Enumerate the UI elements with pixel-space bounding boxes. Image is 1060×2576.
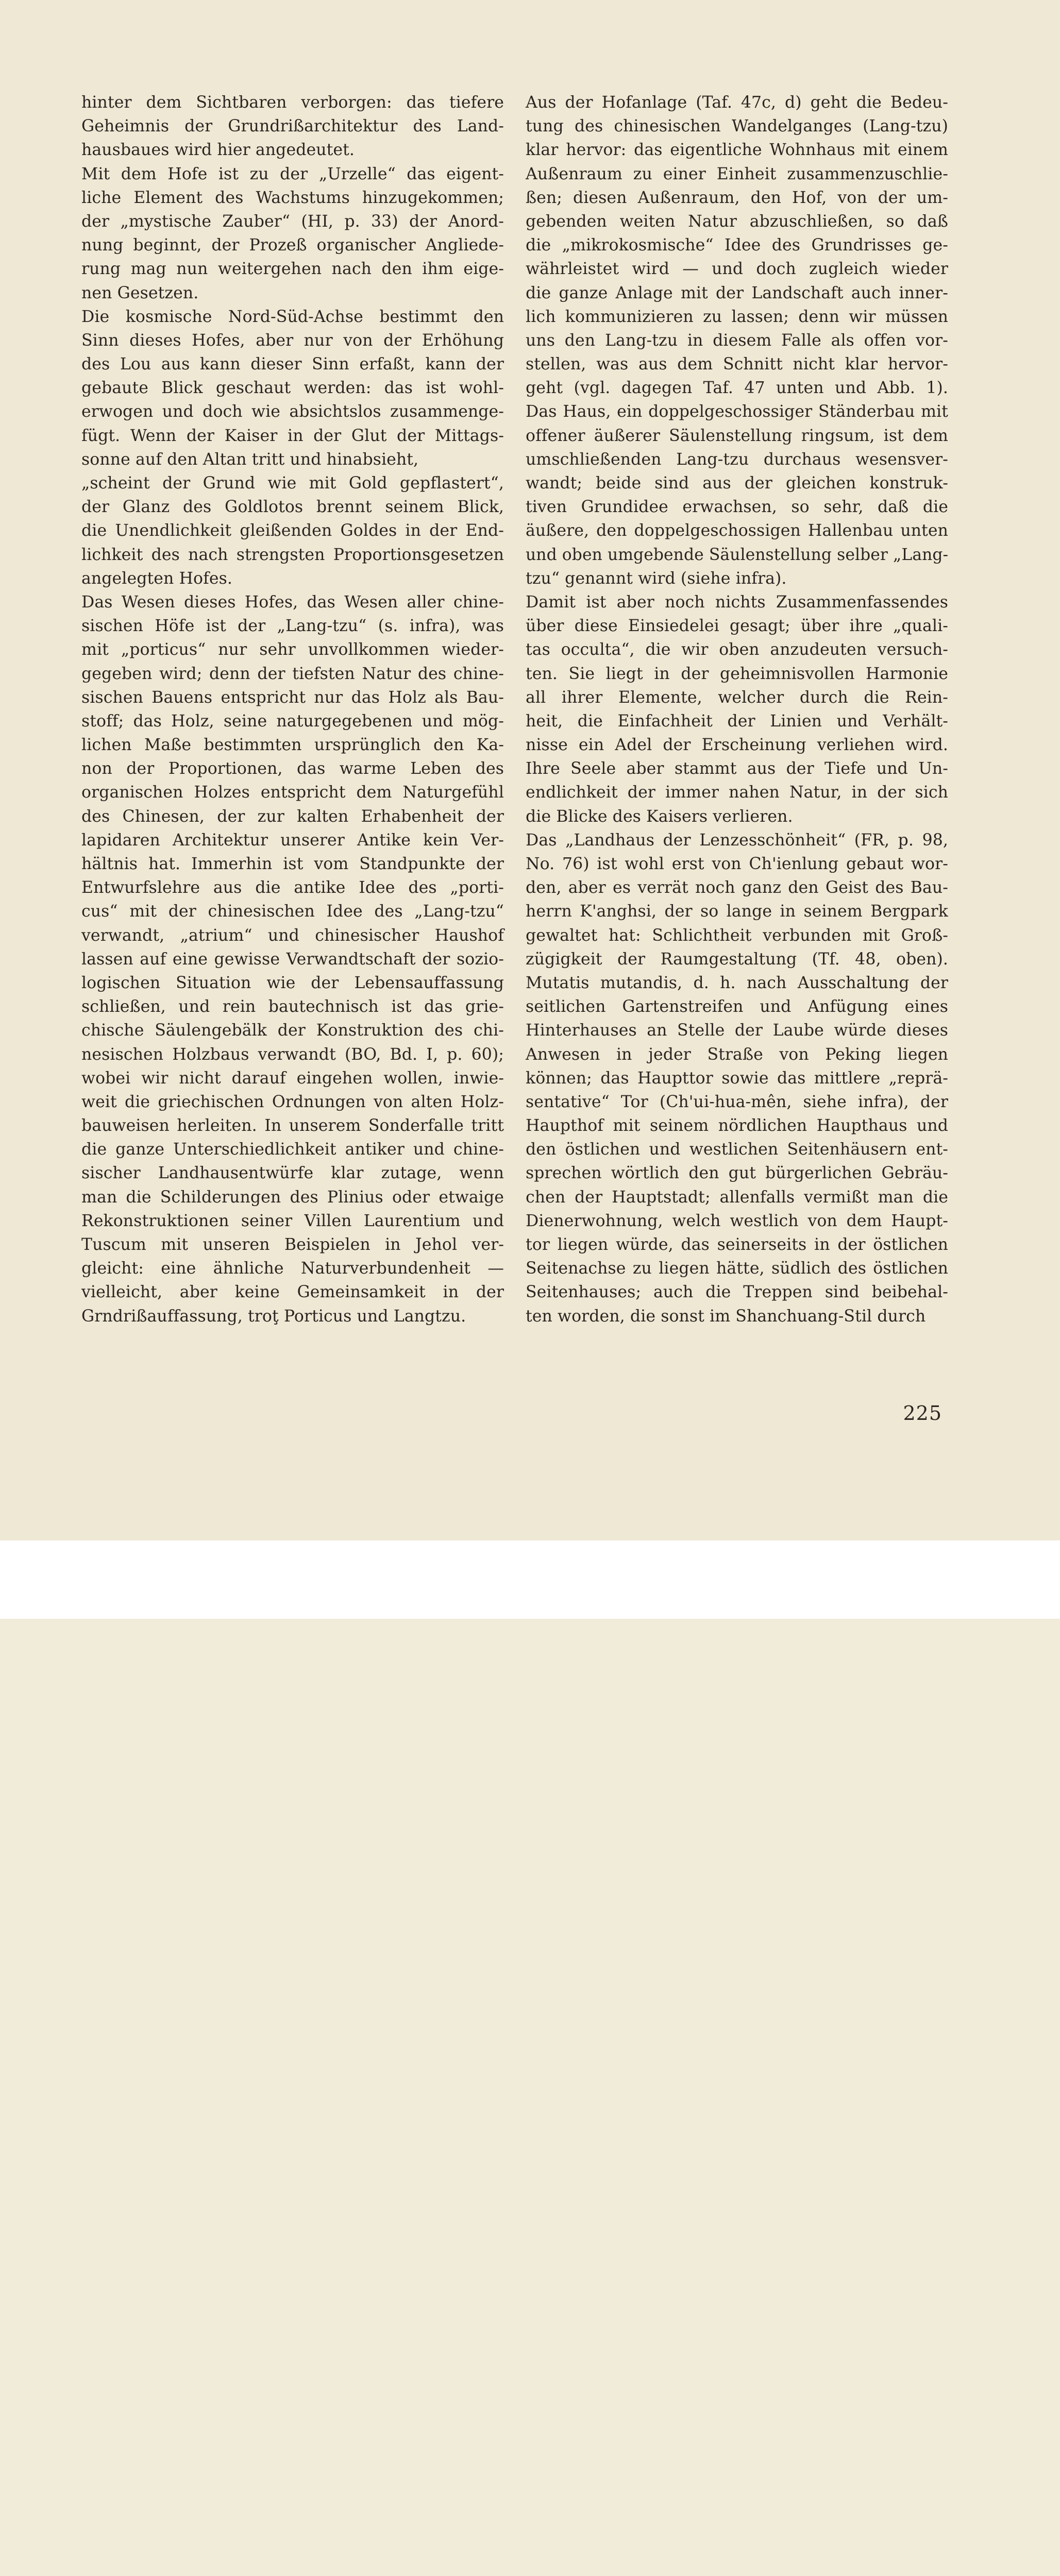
text-line: gleicht: eine ähnliche Naturverbundenheit — [81,1259,504,1278]
text-line: gebaute Blick geschaut werden: das ist wohl- [81,379,504,398]
text-line: sischen Bauens entspricht nur das Holz als Bau- [81,688,504,707]
text-line: tor liegen würde, das seinerseits in der östlichen [526,1235,948,1254]
text-line: all ihrer Elemente, welcher durch die Rein- [526,688,948,707]
text-line: stellen, was aus dem Schnitt nicht klar hervor- [526,355,948,374]
text-line: nisse ein Adel der Erscheinung verliehen wird. [526,736,948,755]
text-line: Die kosmische Nord-Süd-Achse bestimmt den [81,307,504,326]
text-line: gegeben wird; denn der tiefsten Natur des chine- [81,664,504,683]
text-line: man die Schilderungen des Plinius oder etwaige [81,1188,504,1207]
text-line: heit, die Einfachheit der Linien und Verhält- [526,711,948,731]
text-line: Ihre Seele aber stammt aus der Tiefe und Un- [526,759,948,778]
text-line: äußere, den doppelgeschossigen Hallenbau unten [526,521,948,540]
text-line: über diese Einsiedelei gesagt; über ihre „quali- [526,617,948,636]
text-line: mit „porticus“ nur sehr unvollkommen wieder- [81,640,504,659]
text-line: „scheint der Grund wie mit Gold gepflastert“, [81,474,504,493]
text-line: schließen, und rein bautechnisch ist das grie- [81,997,504,1016]
text-line: lichkeit des nach strengsten Proportionsgesetzen [81,545,504,564]
text-line: hausbaues wird hier angedeutet. [81,141,355,160]
text-line: lichen Maße bestimmten ursprünglich den Ka- [81,736,504,755]
text-line: non der Proportionen, das warme Leben des [81,759,504,778]
text-line: tzu“ genannt wird (siehe infra). [526,569,787,588]
text-line: lapidaren Architektur unserer Antike kein Ver- [81,831,504,850]
text-line: bauweisen herleiten. In unserem Sonderfalle tritt [81,1116,504,1136]
text-line: hinter dem Sichtbaren verborgen: das tiefere [81,93,504,112]
text-line: liche Element des Wachstums hinzugekommen; [81,188,504,207]
text-line: Hinterhauses an Stelle der Laube würde dieses [526,1021,948,1040]
text-line: tung des chinesischen Wandelganges (Lang-tzu) [526,117,948,136]
text-line: fügt. Wenn der Kaiser in der Glut der Mittags- [81,426,504,445]
text-line: Dienerwohnung, welch westlich von dem Haupt- [526,1211,948,1230]
text-line: lich kommunizieren zu lassen; denn wir müssen [526,307,948,326]
right-text-column [526,91,948,1328]
text-line: sprechen wörtlich den gut bürgerlichen Gebräu- [526,1164,948,1183]
text-line: umschließenden Lang-tzu durchaus wesensver- [526,450,948,469]
text-line: Haupthof mit seinem nördlichen Haupthaus und [526,1116,948,1136]
text-line: gebenden weiten Natur abzuschließen, so daß [526,212,948,231]
text-line: erwogen und doch wie absichtslos zusammenge- [81,402,504,421]
text-line: Aus der Hofanlage (Taf. 47c, d) geht die Bedeu- [526,93,948,112]
text-line: ßen; diesen Außenraum, den Hof, von der um- [526,188,948,207]
text-line: tiven Grundidee erwachsen, so sehr, daß die [526,498,948,517]
text-line: sischer Landhausentwürfe klar zutage, wenn [81,1164,504,1183]
text-line: Seitenachse zu liegen hätte, südlich des östlichen [526,1259,948,1278]
text-line: Grndrißauffassung, troţ Porticus und Langtzu. [81,1307,466,1326]
text-line: Mit dem Hofe ist zu der „Urzelle“ das eigent- [81,164,504,183]
text-line: No. 76) ist wohl erst von Ch'ienlung gebaut wor- [526,855,948,873]
text-line: seitlichen Gartenstreifen und Anfügung eines [526,997,948,1016]
text-line: Sinn dieses Hofes, aber nur von der Erhöhung [81,331,504,350]
text-line: angelegten Hofes. [81,569,232,588]
text-line: Mutatis mutandis, d. h. nach Ausschaltung der [526,973,948,992]
text-line: herrn K'anghsi, der so lange in seinem Bergpark [526,902,948,921]
text-line: uns den Lang-tzu in diesem Falle als offen vor- [526,331,948,350]
text-line: Außenraum zu einer Einheit zusammenzuschlie- [526,164,948,183]
text-line: Das Haus, ein doppelgeschossiger Ständerbau mit [526,402,948,421]
text-line: stoff; das Holz, seine naturgegebenen und mög- [81,711,504,731]
text-line: klar hervor: das eigentliche Wohnhaus mit einem [526,141,948,160]
text-line: wobei wir nicht darauf eingehen wollen, inwie- [81,1069,504,1088]
text-line: sentative“ Tor (Ch'ui-hua-mên, siehe infra), der [526,1092,948,1111]
page-number: 225 [903,1402,942,1425]
text-line: cus“ mit der chinesischen Idee des „Lang-tzu“ [81,902,504,921]
text-line: den, aber es verrät noch ganz den Geist des Bau- [526,878,948,897]
text-line: die ganze Unterschiedlichkeit antiker und chine- [81,1140,504,1159]
text-line: sischen Höfe ist der „Lang-tzu“ (s. infra), was [81,617,504,636]
text-line: nesischen Holzbaus verwandt (BO, Bd. I, p. 60); [81,1045,504,1064]
text-line: der „mystische Zauber“ (HI, p. 33) der Anord- [81,212,504,231]
text-line: lassen auf eine gewisse Verwandtschaft der sozio- [81,950,504,969]
library-footer [0,1540,1060,1619]
text-line: geht (vgl. dagegen Taf. 47 unten und Abb. 1). [526,379,948,398]
text-line: wandt; beide sind aus der gleichen konstruk- [526,474,948,493]
text-line: hältnis hat. Immerhin ist vom Standpunkte der [81,855,504,873]
text-line: währleistet wird — und doch zugleich wieder [526,260,948,279]
text-line: die Blicke des Kaisers verlieren. [526,807,793,826]
text-line: verwandt, „atrium“ und chinesischer Haushof [81,926,504,945]
text-line: gewaltet hat: Schlichtheit verbunden mit Groß- [526,926,948,945]
text-line: Anwesen in jeder Straße von Peking liegen [526,1045,948,1064]
text-line: die „mikrokosmische“ Idee des Grundrisses ge- [526,236,948,255]
text-line: endlichkeit der immer nahen Natur, in der sich [526,783,948,802]
text-line: organischen Holzes entspricht dem Naturgefühl [81,783,504,802]
left-text-column [81,91,504,1328]
text-line: Das Wesen dieses Hofes, das Wesen aller chine- [81,592,504,612]
text-line: des Chinesen, der zur kalten Erhabenheit der [81,807,504,826]
text-line: die Unendlichkeit gleißenden Goldes in der End- [81,521,504,540]
text-line: können; das Haupttor sowie das mittlere „reprä- [526,1069,948,1088]
text-line: des Lou aus kann dieser Sinn erfaßt, kann der [81,355,504,374]
text-line: rung mag nun weitergehen nach den ihm eige- [81,260,504,279]
text-line: chen der Hauptstadt; allenfalls vermißt man die [526,1188,948,1207]
text-line: chische Säulengebälk der Konstruktion des chi- [81,1021,504,1040]
text-line: ten worden, die sonst im Shanchuang-Stil durch [526,1307,926,1326]
text-line: logischen Situation wie der Lebensauffassung [81,973,504,992]
text-line: Tuscum mit unseren Beispielen in Jehol ver- [81,1235,504,1254]
text-line: nung beginnt, der Prozeß organischer Angliede- [81,236,504,255]
text-line: Entwurfslehre aus die antike Idee des „porti- [81,878,504,897]
text-line: Seitenhauses; auch die Treppen sind beibehal- [526,1283,948,1302]
text-line: tas occulta“, die wir oben anzudeuten versuch- [526,640,948,659]
text-line: vielleicht, aber keine Gemeinsamkeit in der [81,1283,504,1302]
text-line: die ganze Anlage mit der Landschaft auch inner- [526,283,948,302]
text-line: Geheimnis der Grundrißarchitektur des Land- [81,117,504,136]
text-line: der Glanz des Goldlotos brennt seinem Blick, [81,498,504,517]
text-line: weit die griechischen Ordnungen von alten Holz- [81,1092,504,1111]
text-line: Das „Landhaus der Lenzesschönheit“ (FR, p. 98, [526,831,948,850]
text-line: sonne auf den Altan tritt und hinabsieht, [81,450,419,469]
text-line: und oben umgebende Säulenstellung selber „Lang- [526,545,949,564]
text-line: Rekonstruktionen seiner Villen Laurentium und [81,1211,504,1230]
text-line: nen Gesetzen. [81,283,199,302]
text-line: ten. Sie liegt in der geheimnisvollen Harmonie [526,664,948,683]
text-line: den östlichen und westlichen Seitenhäusern ent- [526,1140,948,1159]
text-line: zügigkeit der Raumgestaltung (Tf. 48, oben). [526,950,948,969]
text-line: offener äußerer Säulenstellung ringsum, ist dem [526,426,948,445]
text-line: Damit ist aber noch nichts Zusammenfassendes [526,592,948,612]
